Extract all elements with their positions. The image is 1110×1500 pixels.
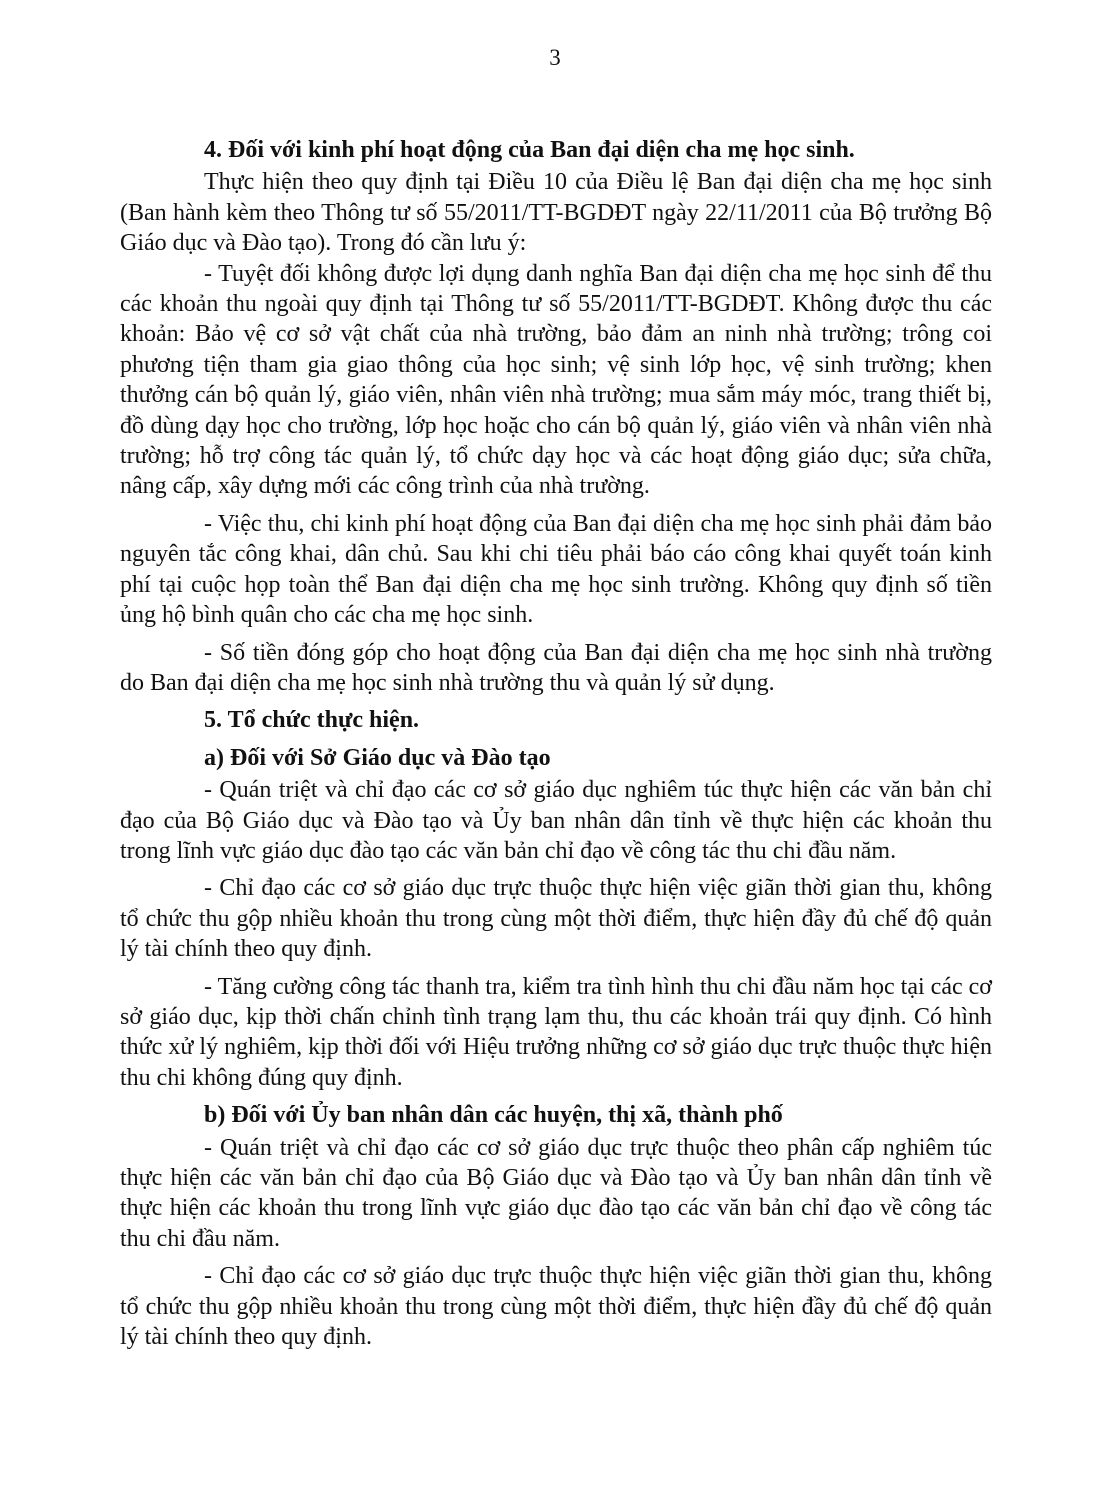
page-number: 3 <box>549 45 561 70</box>
section-4-item: - Số tiền đóng góp cho hoạt động của Ban đại diện cha mẹ học sinh nhà trường do Ban đại diện cha mẹ học sinh nhà trường thu và quản lý sử dụng. <box>120 639 992 696</box>
section-5-heading: 5. Tổ chức thực hiện. <box>204 707 420 734</box>
section-5a-item: - Tăng cường công tác thanh tra, kiểm tra tình hình thu chi đầu năm học tại các cơ sở giáo dục, kịp thời chấn chỉnh tình trạng lạm thu, thu các khoản trái quy định. Có hình thức xử lý nghiêm, kịp thời đối với Hiệu trưởng những cơ sở giáo dục trực thuộc thực hiện thu chi không đúng quy định. <box>120 973 992 1091</box>
section-5a-heading: a) Đối với Sở Giáo dục và Đào tạo <box>204 744 551 771</box>
section-5a-item: - Quán triệt và chỉ đạo các cơ sở giáo dục nghiêm túc thực hiện các văn bản chỉ đạo của Bộ Giáo dục và Đào tạo và Ủy ban nhân dân tỉnh về thực hiện các khoản thu trong lĩnh vực giáo dục đào tạo các văn bản chỉ đạo về công tác thu chi đầu năm. <box>120 777 992 864</box>
section-4-item: - Việc thu, chi kinh phí hoạt động của Ban đại diện cha mẹ học sinh phải đảm bảo nguyên tắc công khai, dân chủ. Sau khi chi tiêu phải báo cáo công khai quyết toán kinh phí tại cuộc họp toàn thể Ban đại diện cha mẹ học sinh trường. Không quy định số tiền ủng hộ bình quân cho các cha mẹ học sinh. <box>120 510 992 629</box>
section-4-item: - Tuyệt đối không được lợi dụng danh nghĩa Ban đại diện cha mẹ học sinh để thu các khoản thu ngoài quy định tại Thông tư số 55/2011/TT-BGDĐT. Không được thu các khoản: Bảo vệ cơ sở vật chất của nhà trường, bảo đảm an ninh nhà trường; trông coi phương tiện tham gia giao thông của học sinh; vệ sinh lớp học, vệ sinh trường; khen thưởng cán bộ quản lý, giáo viên, nhân viên nhà trường; mua sắm máy móc, trang thiết bị, đồ dùng dạy học cho trường, lớp học hoặc cho cán bộ quản lý, giáo viên và nhân viên nhà trường; hỗ trợ công tác quản lý, tổ chức dạy học và các hoạt động giáo dục; sửa chữa, nâng cấp, xây dựng mới các công trình của nhà trường. <box>120 260 992 500</box>
section-5b-item: - Chỉ đạo các cơ sở giáo dục trực thuộc thực hiện việc giãn thời gian thu, không tổ chức thu gộp nhiều khoản thu trong cùng một thời điểm, thực hiện đầy đủ chế độ quản lý tài chính theo quy định. <box>120 1263 992 1351</box>
section-5b-item: - Quán triệt và chỉ đạo các cơ sở giáo dục trực thuộc theo phân cấp nghiêm túc thực hiện các văn bản chỉ đạo của Bộ Giáo dục và Đào tạo và Ủy ban nhân dân tỉnh về thực hiện các khoản thu trong lĩnh vực giáo dục đào tạo các văn bản chỉ đạo về công tác thu chi đầu năm. <box>120 1134 992 1252</box>
section-4-heading: 4. Đối với kinh phí hoạt động của Ban đại diện cha mẹ học sinh. <box>204 137 855 163</box>
section-4-intro: Thực hiện theo quy định tại Điều 10 của Điều lệ Ban đại diện cha mẹ học sinh (Ban hành kèm theo Thông tư số 55/2011/TT-BGDĐT ngày 22/11/2011 của Bộ trưởng Bộ Giáo dục và Đào tạo). Trong đó cần lưu ý: <box>120 169 992 257</box>
section-5b-heading: b) Đối với Ủy ban nhân dân các huyện, thị xã, thành phố <box>204 1102 783 1129</box>
document-body <box>120 135 992 1352</box>
section-5a-item: - Chỉ đạo các cơ sở giáo dục trực thuộc thực hiện việc giãn thời gian thu, không tổ chức thu gộp nhiều khoản thu trong cùng một thời điểm, thực hiện đầy đủ chế độ quản lý tài chính theo quy định. <box>120 875 992 963</box>
